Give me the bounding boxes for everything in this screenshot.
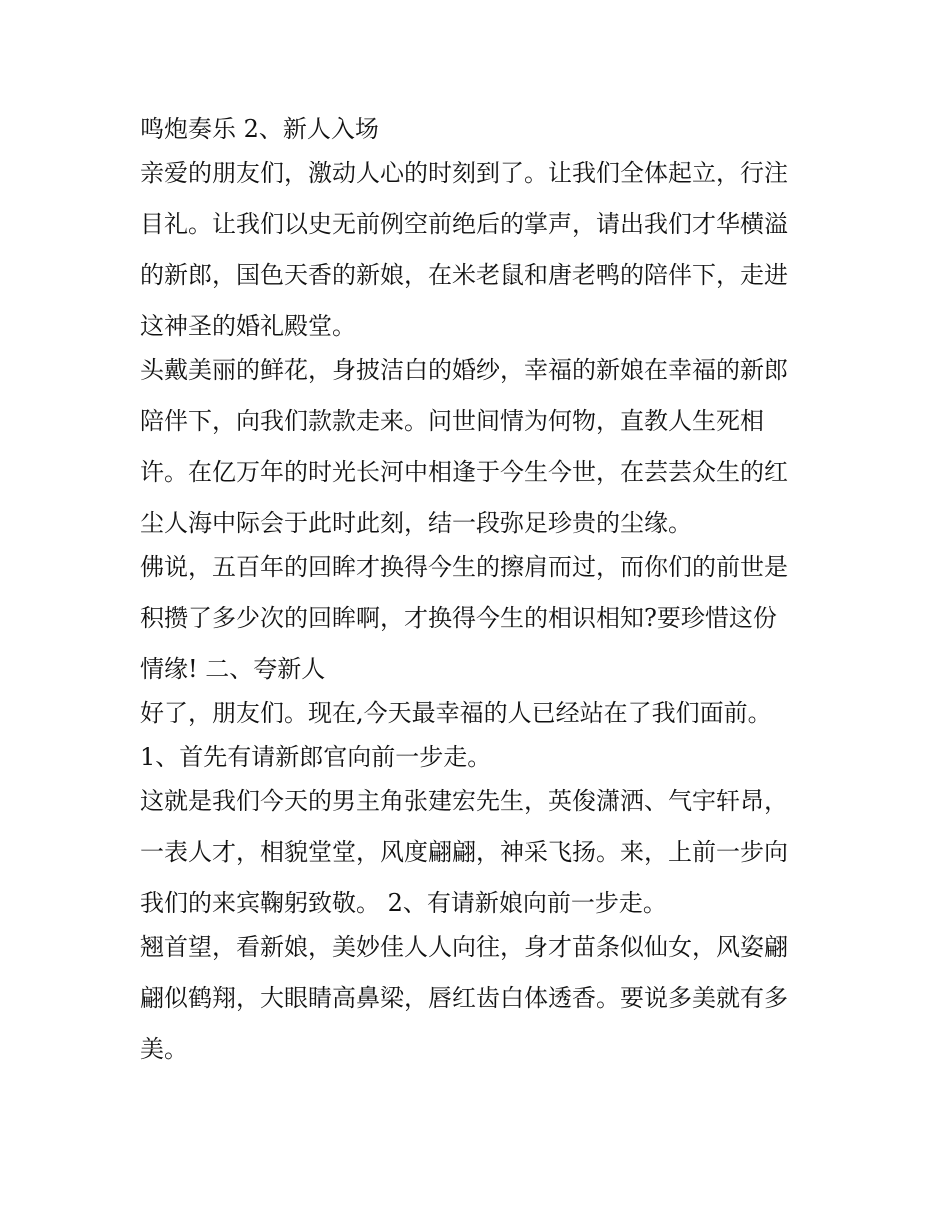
text-line: 好了，朋友们。现在,今天最幸福的人已经站在了我们面前。 — [140, 699, 772, 727]
text-line: 这就是我们今天的男主角张建宏先生，英俊潇洒、气宇轩昂， — [140, 787, 788, 815]
text-line: 积攒了多少次的回眸啊，才换得今生的相识相知?要珍惜这份 — [140, 604, 777, 632]
text-line: 的新郎，国色天香的新娘，在米老鼠和唐老鸭的陪伴下，走进 — [140, 261, 788, 289]
text-line: 头戴美丽的鲜花，身披洁白的婚纱，幸福的新娘在幸福的新郎 — [140, 356, 788, 384]
text-line: 佛说，五百年的回眸才换得今生的擦肩而过，而你们的前世是 — [140, 553, 788, 581]
text-line: 尘人海中际会于此时此刻，结一段弥足珍贵的尘缘。 — [140, 509, 692, 537]
text-line: 翩似鹤翔，大眼睛高鼻梁，唇红齿白体透香。要说多美就有多 — [140, 984, 788, 1012]
text-line: 这神圣的婚礼殿堂。 — [140, 312, 356, 340]
text-line: 情缘! 二、夸新人 — [140, 655, 326, 683]
text-line: 许。在亿万年的时光长河中相逢于今生今世，在芸芸众生的红 — [140, 458, 788, 486]
text-line: 陪伴下，向我们款款走来。问世间情为何物，直教人生死相 — [140, 407, 764, 435]
text-line: 目礼。让我们以史无前例空前绝后的掌声，请出我们才华横溢 — [140, 210, 788, 238]
document-body — [140, 109, 830, 1080]
text-line: 亲爱的朋友们，激动人心的时刻到了。让我们全体起立，行注 — [140, 159, 788, 187]
text-line: 翘首望，看新娘，美妙佳人人向往，身才苗条似仙女，风姿翩 — [140, 933, 788, 961]
text-line: 1、首先有请新郎官向前一步走。 — [140, 743, 492, 771]
text-line: 美。 — [140, 1035, 188, 1063]
text-line: 一表人才，相貌堂堂，风度翩翩，神采飞扬。来，上前一步向 — [140, 838, 788, 866]
text-line: 鸣炮奏乐 2、新人入场 — [140, 115, 379, 143]
text-line: 我们的来宾鞠躬致敬。 2、有请新娘向前一步走。 — [140, 889, 667, 917]
